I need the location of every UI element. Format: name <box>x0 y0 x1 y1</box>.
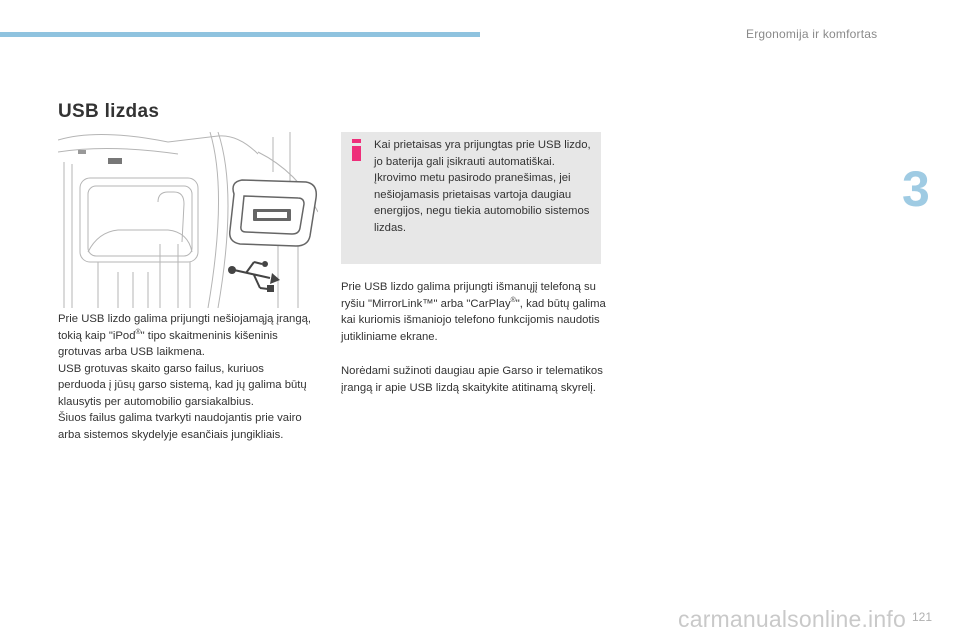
page-number: 121 <box>912 610 933 624</box>
registered-mark: ® <box>135 328 141 336</box>
usb-symbol-icon <box>228 261 280 292</box>
info-line-1: Kai prietaisas yra prijungtas prie USB lizdo, jo baterija gali įsikrauti automatiškai. <box>374 139 591 168</box>
more-info-paragraph: Norėdami sužinoti daugiau apie Garso ir telematikos įrangą ir apie USB lizdą skaitykite atitinamą skyrelį. <box>341 365 603 394</box>
usb-socket-illustration <box>58 132 318 308</box>
intro-text-part4: Šiuos failus galima tvarkyti naudojantis prie vairo arba sistemos skydelyje esančiais jungikliais. <box>58 412 302 441</box>
chapter-title: Ergonomija ir komfortas <box>746 27 878 41</box>
section-title: USB lizdas <box>58 101 160 122</box>
mirrorlink-text-part1: Prie USB lizdo galima prijungti išmanųjį telefoną su ryšiu "MirrorLink™" arba "CarPlay <box>341 281 596 310</box>
intro-text-part3: USB grotuvas skaito garso failus, kuriuos perduoda į jūsų garso sistemą, kad jų galima būtų klausytis per automobilio garsiakalbius. <box>58 362 307 408</box>
info-line-2: Įkrovimo metu pasirodo pranešimas, jei nešiojamasis prietaisas vartoja daugiau energijos, negu tiekia automobilio sistemos lizdas. <box>374 172 590 234</box>
info-text <box>374 137 596 236</box>
intro-paragraph <box>58 311 313 443</box>
header-accent-bar <box>0 32 480 37</box>
info-box <box>341 132 601 264</box>
chapter-number: 3 <box>902 161 930 217</box>
info-icon <box>352 139 361 161</box>
mirrorlink-paragraph <box>341 279 606 345</box>
intro-text-part2: " tipo skaitmeninis kišeninis grotuvas arba USB laikmena. <box>58 329 278 358</box>
registered-mark-2: ® <box>510 296 516 304</box>
usb-socket-detail <box>230 180 317 246</box>
mirrorlink-text-part2: ", kad būtų galima kai kuriomis išmaniojo telefono funkcijomis naudotis jutikliniame ekrane. <box>341 297 606 343</box>
watermark: carmanualsonline.info <box>678 606 906 632</box>
intro-text-part1: Prie USB lizdo galima prijungti nešiojamąją įrangą, tokią kaip "iPod <box>58 313 312 342</box>
